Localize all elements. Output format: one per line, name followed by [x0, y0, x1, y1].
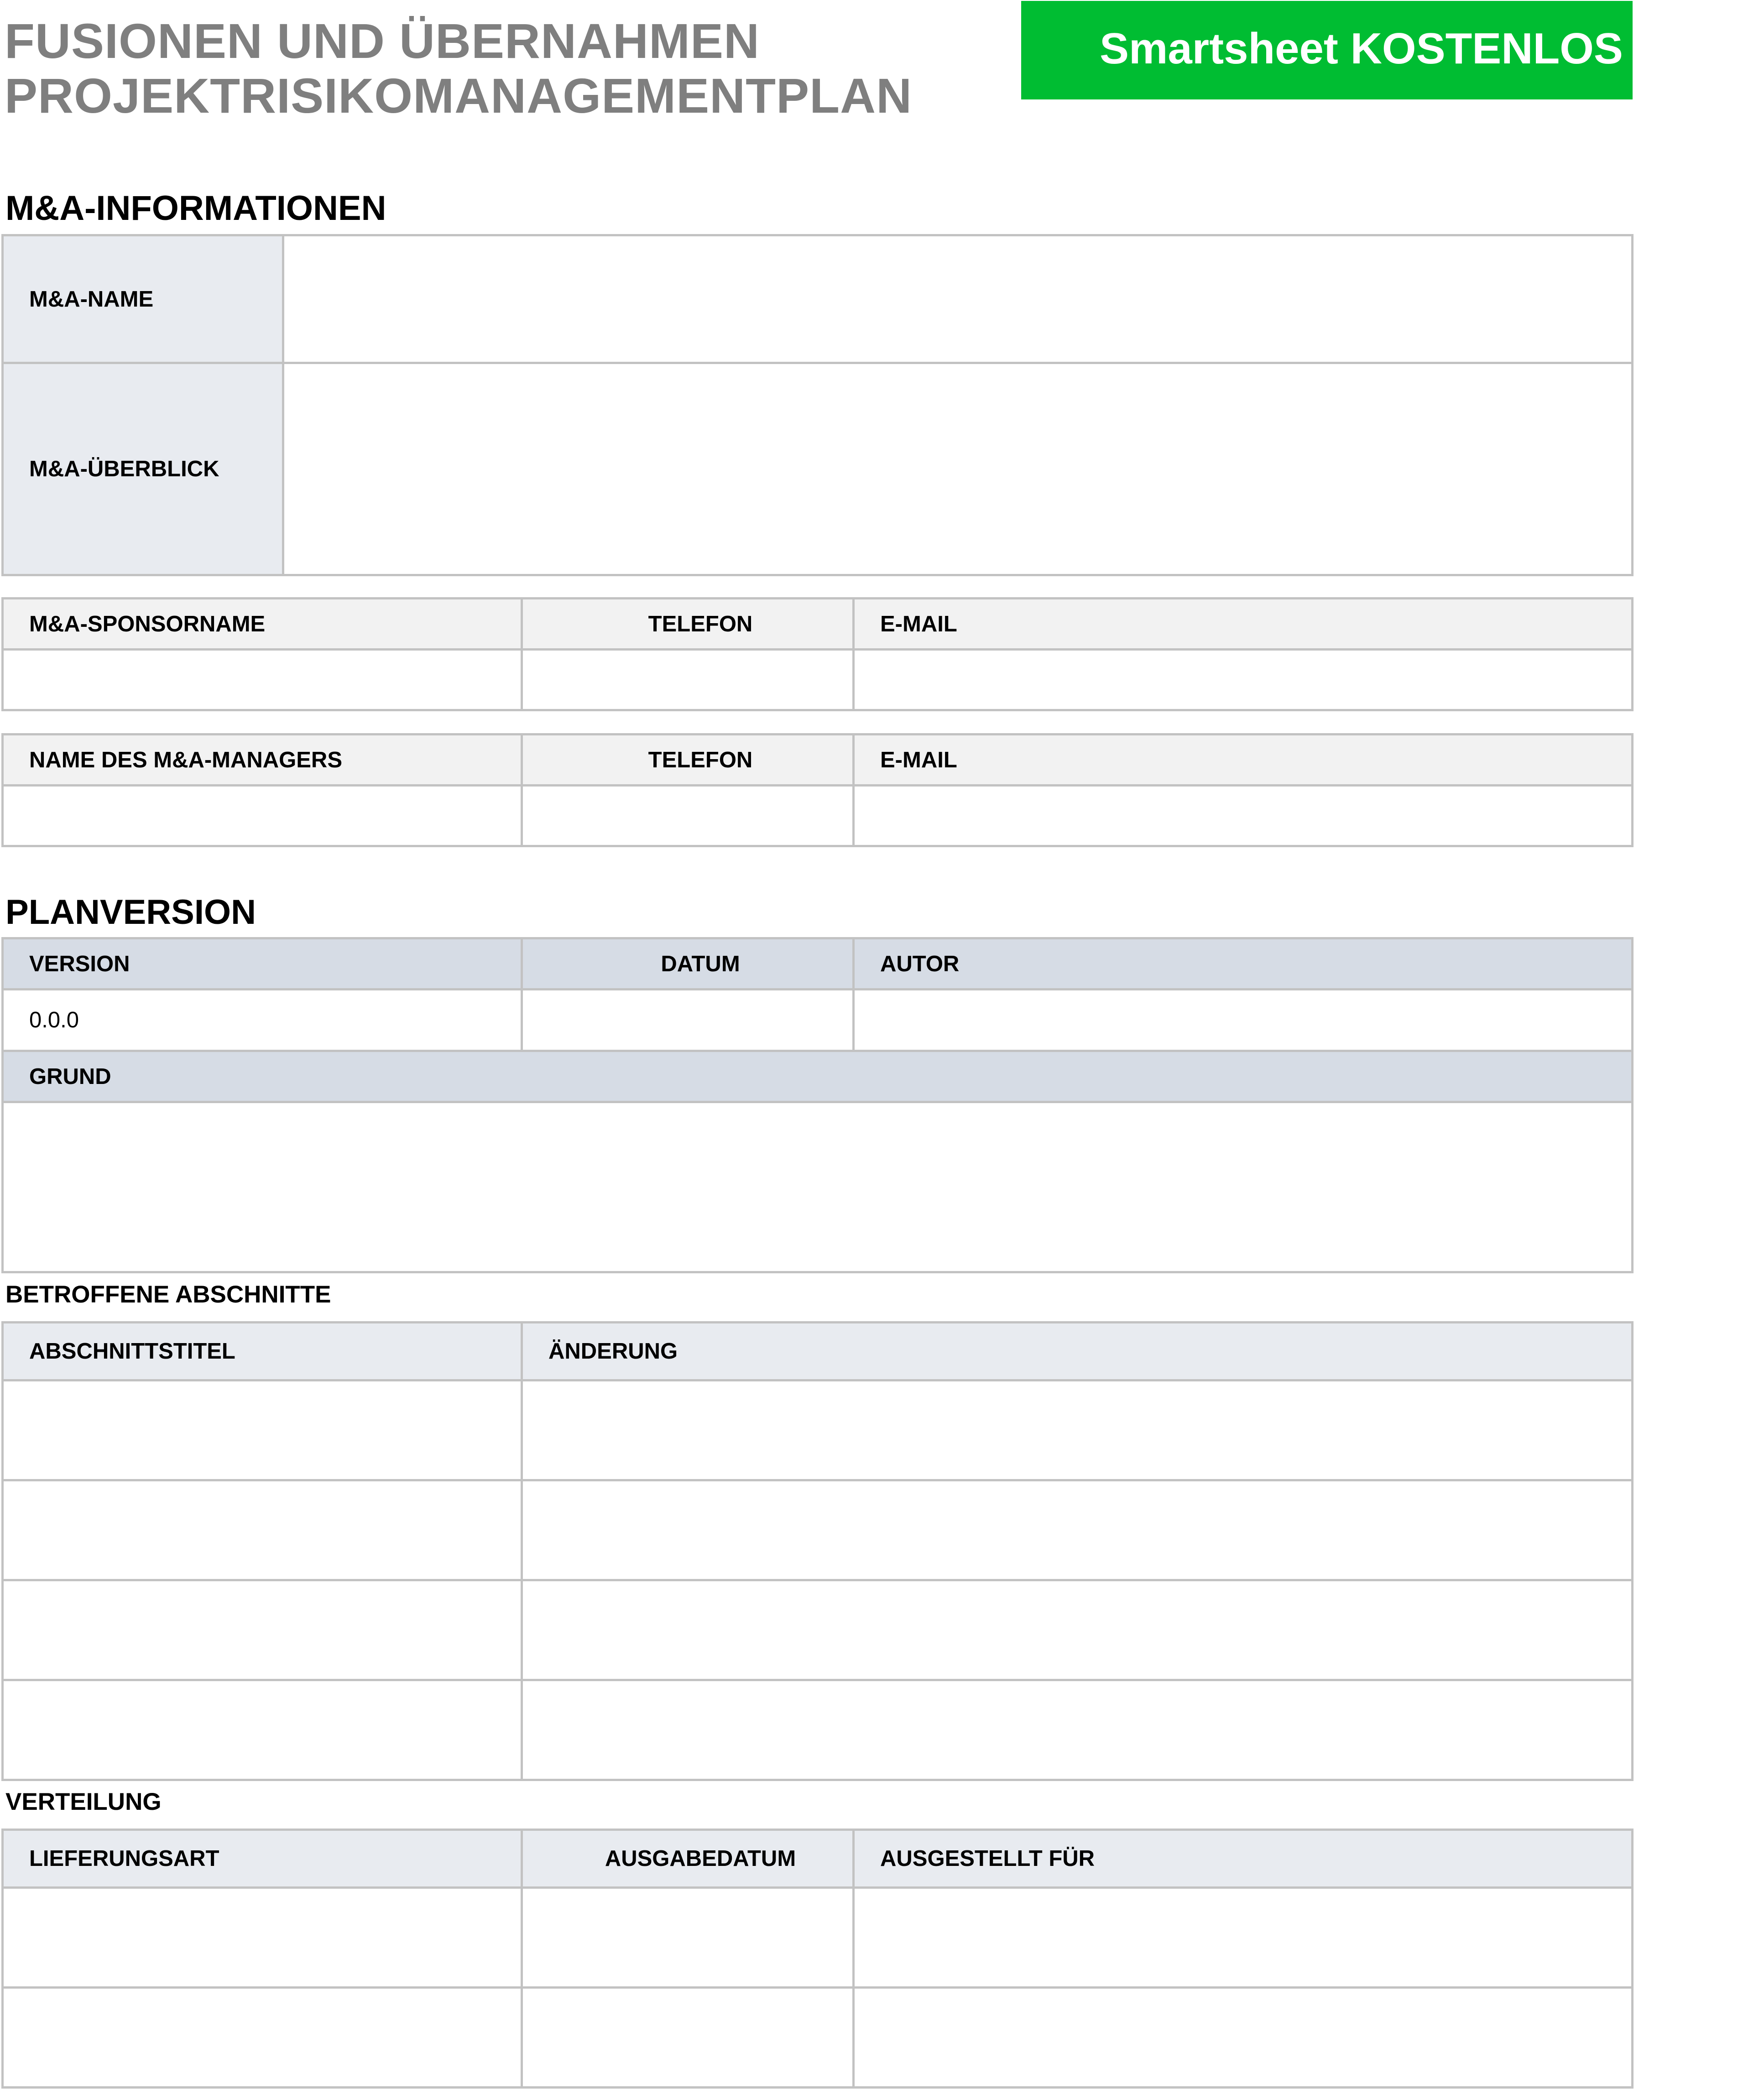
ma-name-field[interactable]	[283, 235, 1633, 363]
issue-date-field[interactable]	[522, 1888, 854, 1988]
table-row	[3, 1580, 1633, 1680]
change-header: ÄNDERUNG	[522, 1323, 1633, 1381]
manager-email-label: E-MAIL	[854, 735, 1633, 786]
section-title-field[interactable]	[3, 1680, 522, 1780]
affected-sections-table	[1, 1321, 1634, 1781]
delivery-type-field[interactable]	[3, 1988, 522, 2088]
issued-to-header: AUSGESTELLT FÜR	[854, 1830, 1633, 1888]
sponsor-table	[1, 597, 1634, 711]
change-field[interactable]	[522, 1580, 1633, 1680]
date-label: DATUM	[522, 938, 854, 990]
delivery-type-field[interactable]	[3, 1888, 522, 1988]
reason-field[interactable]	[3, 1102, 1633, 1272]
change-field[interactable]	[522, 1680, 1633, 1780]
ma-info-heading: M&A-INFORMATIONEN	[5, 189, 386, 228]
author-label: AUTOR	[854, 938, 1633, 990]
table-row	[3, 1888, 1633, 1988]
reason-label: GRUND	[3, 1051, 1633, 1102]
table-row	[3, 1680, 1633, 1780]
document-title-line-2: PROJEKTRISIKOMANAGEMENTPLAN	[5, 68, 913, 123]
section-title-header: ABSCHNITTSTITEL	[3, 1323, 522, 1381]
change-field[interactable]	[522, 1381, 1633, 1480]
manager-email-field[interactable]	[854, 786, 1633, 846]
issue-date-field[interactable]	[522, 1988, 854, 2088]
table-row	[3, 1988, 1633, 2088]
distribution-table	[1, 1829, 1634, 2089]
ma-info-table	[1, 234, 1634, 576]
section-title-field[interactable]	[3, 1381, 522, 1480]
distribution-heading: VERTEILUNG	[5, 1788, 162, 1815]
author-field[interactable]	[854, 990, 1633, 1051]
delivery-type-header: LIEFERUNGSART	[3, 1830, 522, 1888]
table-row	[3, 1480, 1633, 1580]
sponsor-name-field[interactable]	[3, 650, 522, 710]
manager-name-label: NAME DES M&A-MANAGERS	[3, 735, 522, 786]
issue-date-header: AUSGABEDATUM	[522, 1830, 854, 1888]
document-title-line-1: FUSIONEN UND ÜBERNAHMEN	[5, 13, 760, 68]
sponsor-phone-label: TELEFON	[522, 599, 854, 650]
plan-version-heading: PLANVERSION	[5, 893, 256, 932]
smartsheet-trial-banner[interactable]: Smartsheet KOSTENLOS testen	[1021, 1, 1633, 99]
sponsor-email-label: E-MAIL	[854, 599, 1633, 650]
ma-name-label: M&A-NAME	[3, 235, 283, 363]
version-label: VERSION	[3, 938, 522, 990]
manager-table	[1, 733, 1634, 847]
sponsor-phone-field[interactable]	[522, 650, 854, 710]
sponsor-email-field[interactable]	[854, 650, 1633, 710]
issued-to-field[interactable]	[854, 1988, 1633, 2088]
date-field[interactable]	[522, 990, 854, 1051]
affected-sections-heading: BETROFFENE ABSCHNITTE	[5, 1281, 331, 1308]
manager-phone-field[interactable]	[522, 786, 854, 846]
issued-to-field[interactable]	[854, 1888, 1633, 1988]
section-title-field[interactable]	[3, 1480, 522, 1580]
sponsor-name-label: M&A-SPONSORNAME	[3, 599, 522, 650]
plan-version-table	[1, 937, 1634, 1273]
section-title-field[interactable]	[3, 1580, 522, 1680]
manager-phone-label: TELEFON	[522, 735, 854, 786]
ma-overview-field[interactable]	[283, 363, 1633, 575]
version-field[interactable]: 0.0.0	[3, 990, 522, 1051]
change-field[interactable]	[522, 1480, 1633, 1580]
ma-overview-label: M&A-ÜBERBLICK	[3, 363, 283, 575]
manager-name-field[interactable]	[3, 786, 522, 846]
table-row	[3, 1381, 1633, 1480]
